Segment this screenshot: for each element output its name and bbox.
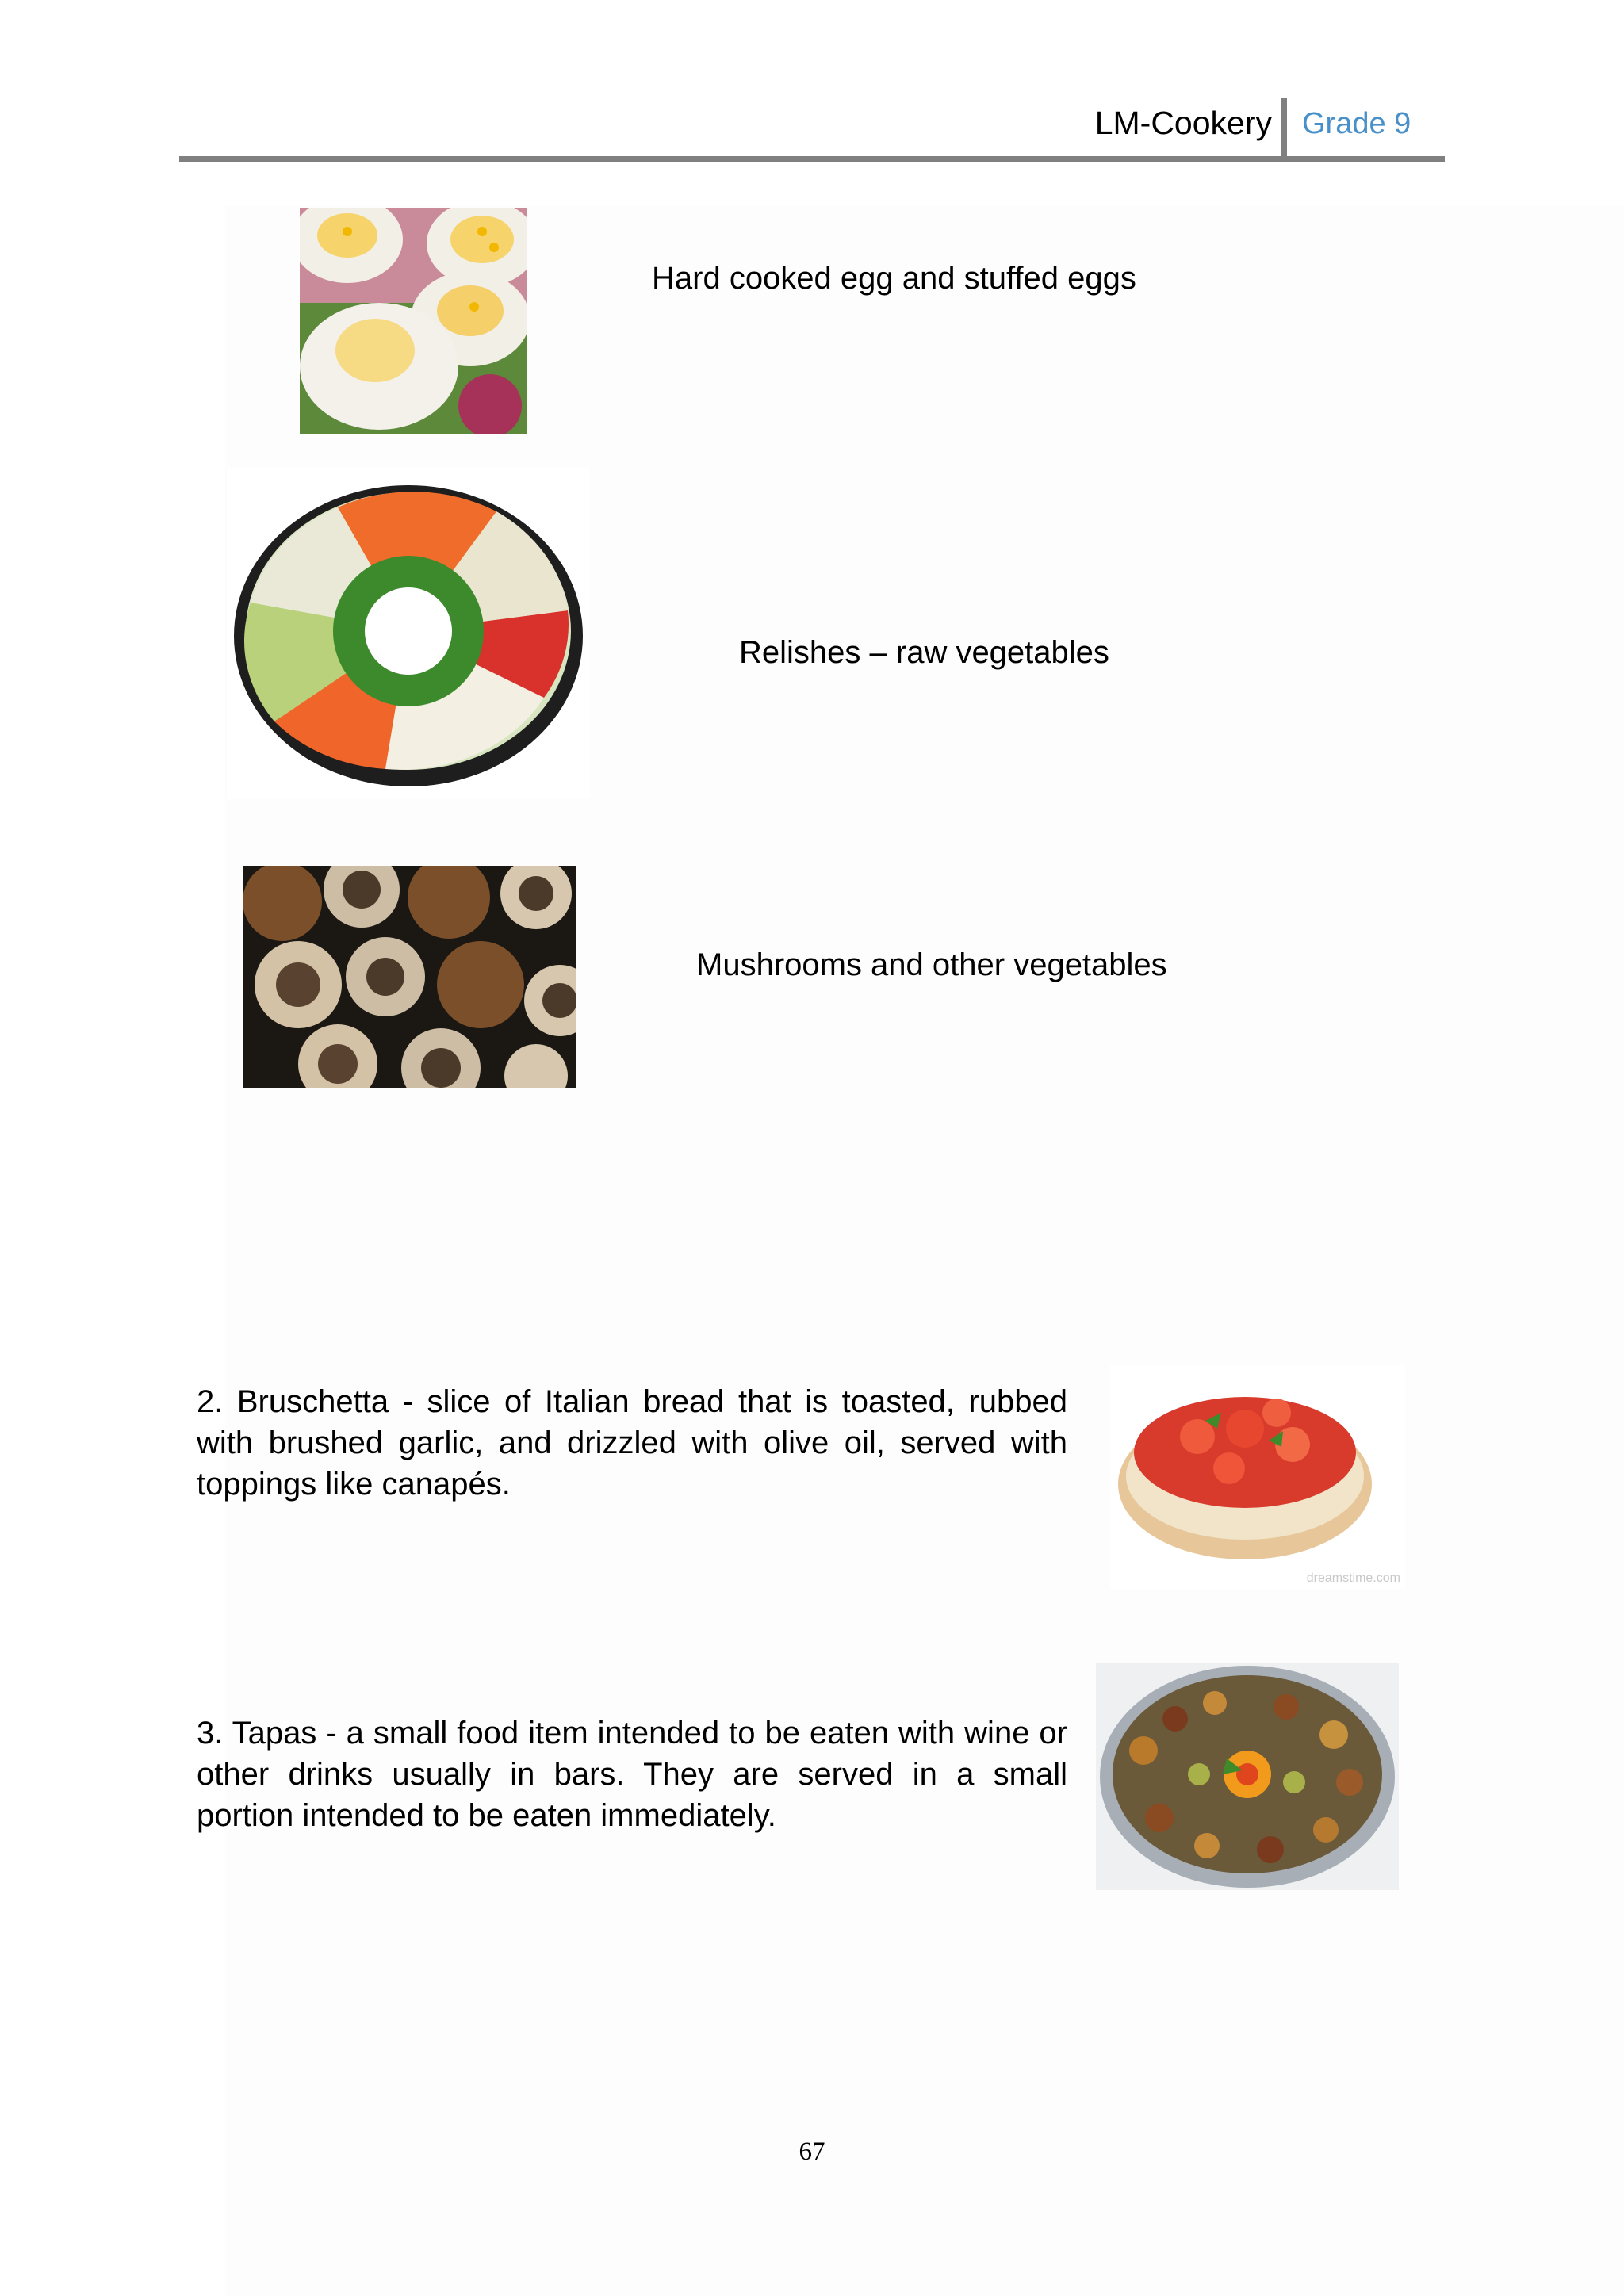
paragraph-tapas <box>197 1712 1067 1836</box>
header-title: LM-Cookery <box>1094 105 1272 141</box>
caption-relishes: Relishes – raw vegetables <box>739 635 1109 670</box>
header-grade: Grade 9 <box>1302 107 1411 140</box>
paragraph-bruschetta <box>197 1381 1067 1505</box>
stuffed-mushrooms-photo <box>243 866 576 1088</box>
bruschetta-watermark: dreamstime.com <box>1306 1571 1400 1585</box>
bruschetta-photo <box>1110 1365 1405 1589</box>
paragraph-tapas-text: 3. Tapas - a small food item intended to be eaten with wine or other drinks usually in bars. They are served in a small portion intended to be eaten immediately. <box>197 1716 1067 1833</box>
caption-stuffed-eggs: Hard cooked egg and stuffed eggs <box>652 261 1136 296</box>
page-number: 67 <box>799 2137 825 2166</box>
tapas-platter-photo <box>1096 1663 1399 1890</box>
header-separator <box>1281 98 1287 159</box>
paragraph-bruschetta-text: 2. Bruschetta - slice of Italian bread that is toasted, rubbed with brushed garlic, and drizzled with olive oil, served with toppings like canapés. <box>197 1384 1067 1502</box>
vegetable-platter-photo <box>227 468 590 799</box>
caption-mushrooms: Mushrooms and other vegetables <box>696 947 1167 982</box>
stuffed-eggs-photo <box>300 208 527 434</box>
header-rule <box>179 156 1445 162</box>
